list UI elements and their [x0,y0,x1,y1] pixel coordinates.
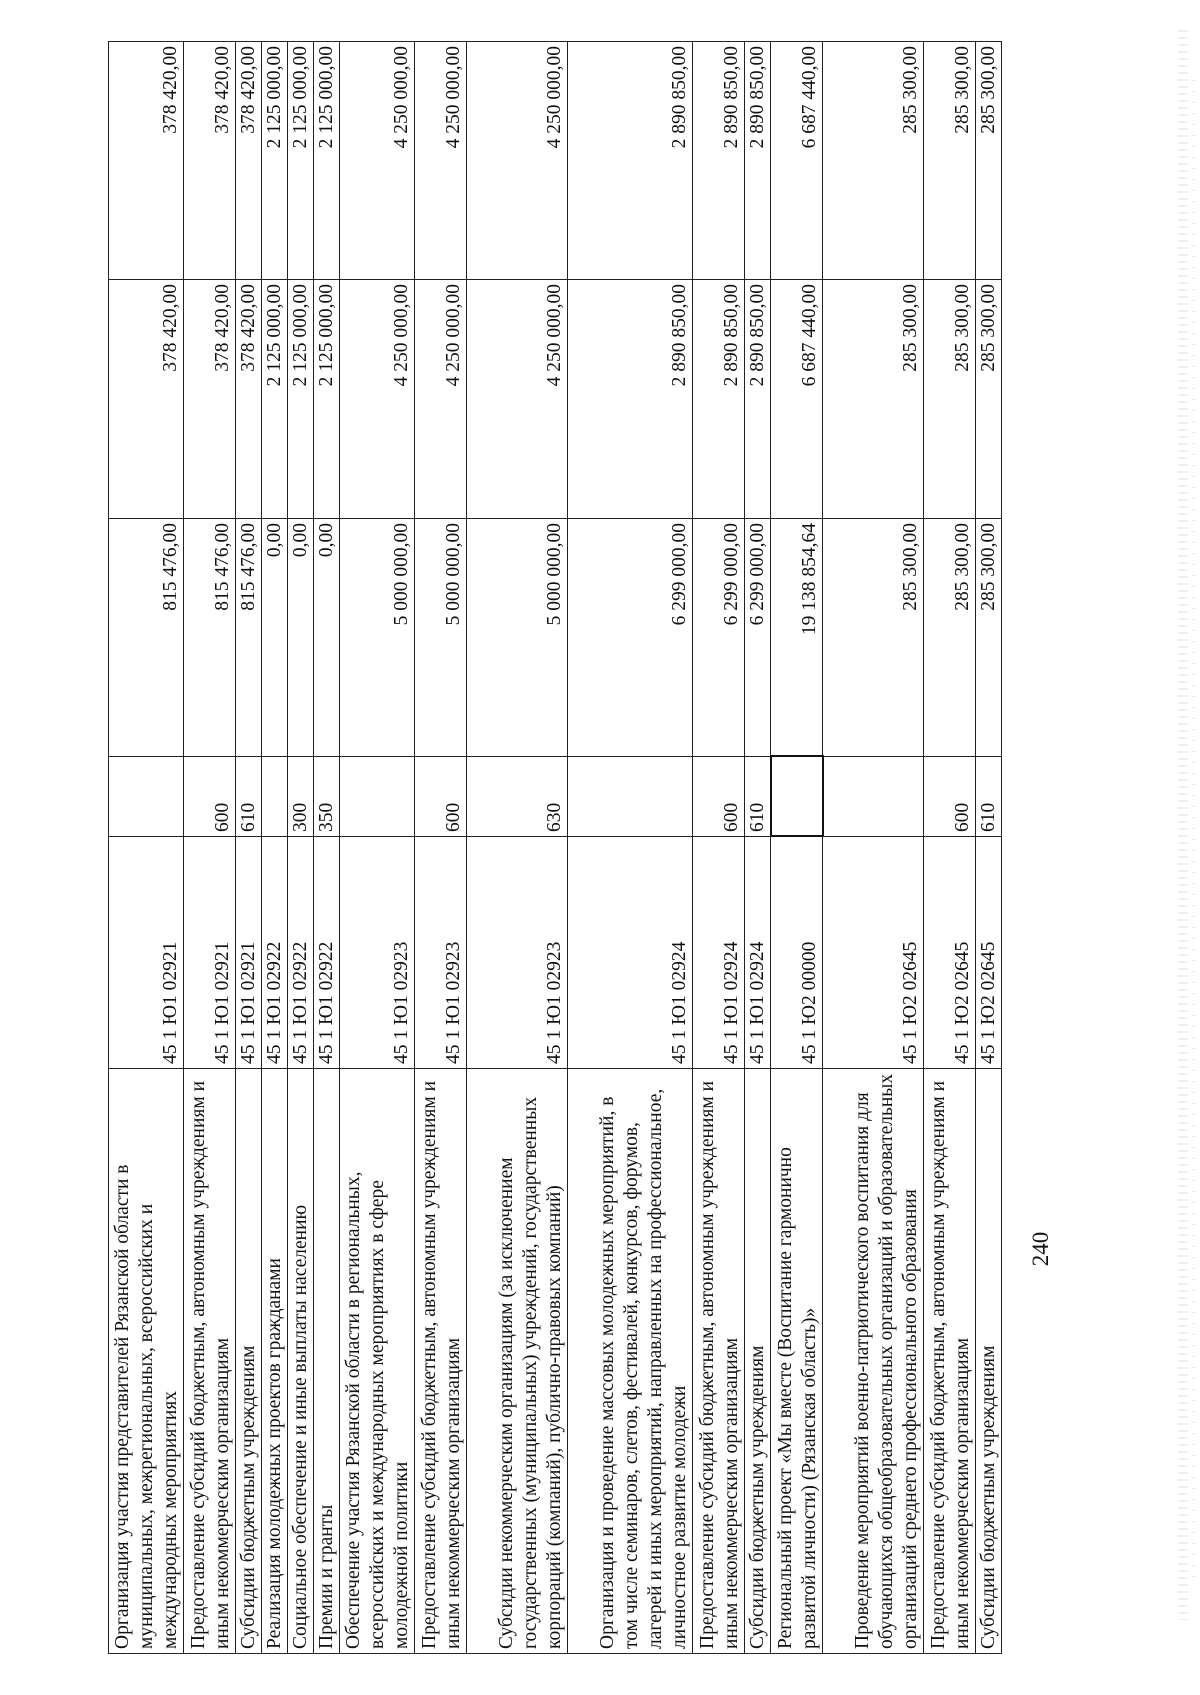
row-value-3-cell: 2 890 850,00 [693,42,745,280]
row-name-cell: Организация участия представителей Рязанской области в муниципальных, межрегиональных, всероссийских и международных мероприятиях [109,1069,184,1654]
row-code-cell: 45 1 Ю1 02923 [415,837,467,1069]
row-vr-cell: 600 [693,757,745,837]
row-value-3-cell: 285 300,00 [924,42,976,280]
row-value-1-cell: 815 476,00 [236,519,262,757]
table-row [184,42,236,1654]
row-value-3-cell: 285 300,00 [823,42,924,280]
table-row [976,42,1002,1654]
page-number: 240 [1028,1231,1053,1267]
table-row [467,42,568,1654]
table-row [415,42,467,1654]
row-name-cell: Премии и гранты [314,1069,340,1654]
row-value-2-cell: 2 125 000,00 [262,280,288,519]
row-name-cell: Реализация молодежных проектов гражданами [262,1069,288,1654]
row-value-1-cell: 5 000 000,00 [415,519,467,757]
table-row [262,42,288,1654]
row-value-2-cell: 285 300,00 [924,280,976,519]
row-value-3-cell: 378 420,00 [184,42,236,280]
row-vr-cell: 610 [976,757,1002,837]
row-vr-cell [771,757,823,837]
row-value-1-cell: 285 300,00 [924,519,976,757]
row-value-2-cell: 2 125 000,00 [314,280,340,519]
row-value-2-cell: 285 300,00 [976,280,1002,519]
row-value-1-cell: 0,00 [262,519,288,757]
row-value-2-cell: 4 250 000,00 [340,280,415,519]
row-value-1-cell: 0,00 [314,519,340,757]
row-vr-cell [262,757,288,837]
row-code-cell: 45 1 Ю1 02923 [467,837,568,1069]
scanner-noise-strip [1178,30,1188,1620]
table-row [771,42,823,1654]
table-row [314,42,340,1654]
row-value-2-cell: 4 250 000,00 [467,280,568,519]
table-row [745,42,771,1654]
budget-table [108,41,1002,1654]
row-value-1-cell: 6 299 000,00 [693,519,745,757]
row-code-cell: 45 1 Ю2 02645 [924,837,976,1069]
row-vr-cell: 600 [184,757,236,837]
row-name-cell: Предоставление субсидий бюджетным, автономным учреждениям и иным некоммерческим организациям [924,1069,976,1654]
row-value-3-cell: 2 125 000,00 [262,42,288,280]
row-value-2-cell: 2 890 850,00 [745,280,771,519]
row-value-2-cell: 4 250 000,00 [415,280,467,519]
row-value-3-cell: 6 687 440,00 [771,42,823,280]
scanner-noise-strip-thin [1192,80,1195,1580]
row-code-cell: 45 1 Ю1 02921 [109,837,184,1069]
row-vr-cell [340,757,415,837]
row-value-3-cell: 2 125 000,00 [314,42,340,280]
row-value-3-cell: 2 125 000,00 [288,42,314,280]
row-value-3-cell: 378 420,00 [109,42,184,280]
row-vr-cell: 600 [415,757,467,837]
row-vr-cell: 300 [288,757,314,837]
row-code-cell: 45 1 Ю1 02922 [314,837,340,1069]
row-value-1-cell: 6 299 000,00 [745,519,771,757]
row-value-1-cell: 815 476,00 [109,519,184,757]
row-name-cell: Социальное обеспечение и иные выплаты населению [288,1069,314,1654]
row-value-2-cell: 2 890 850,00 [693,280,745,519]
table-row [823,42,924,1654]
table-row [340,42,415,1654]
budget-table-body [109,42,1002,1654]
table-row [109,42,184,1654]
table-row [236,42,262,1654]
row-value-3-cell: 2 890 850,00 [568,42,693,280]
row-code-cell: 45 1 Ю1 02924 [568,837,693,1069]
row-value-2-cell: 378 420,00 [236,280,262,519]
row-value-3-cell: 4 250 000,00 [415,42,467,280]
table-row [693,42,745,1654]
row-value-1-cell: 5 000 000,00 [467,519,568,757]
row-value-3-cell: 4 250 000,00 [467,42,568,280]
row-value-3-cell: 2 890 850,00 [745,42,771,280]
row-value-1-cell: 0,00 [288,519,314,757]
row-code-cell: 45 1 Ю1 02923 [340,837,415,1069]
row-code-cell: 45 1 Ю1 02921 [236,837,262,1069]
row-vr-cell: 610 [236,757,262,837]
row-name-cell: Организация и проведение массовых молодежных мероприятий, в том числе семинаров, слетов, фестивалей, конкурсов, форумов, лагерей и иных мероприятий, направленных на профессиональное, личностное развитие молодежи [568,1069,693,1654]
row-value-3-cell: 4 250 000,00 [340,42,415,280]
row-value-1-cell: 285 300,00 [976,519,1002,757]
row-value-1-cell: 815 476,00 [184,519,236,757]
table-row [924,42,976,1654]
row-name-cell: Субсидии некоммерческим организациям (за исключением государственных (муниципальных) учреждений, государственных корпораций (компаний), публично-правовых компаний) [467,1069,568,1654]
row-code-cell: 45 1 Ю1 02924 [693,837,745,1069]
table-row [288,42,314,1654]
row-value-2-cell: 285 300,00 [823,280,924,519]
row-code-cell: 45 1 Ю1 02922 [288,837,314,1069]
row-value-3-cell: 285 300,00 [976,42,1002,280]
row-value-2-cell: 378 420,00 [109,280,184,519]
row-value-1-cell: 285 300,00 [823,519,924,757]
row-name-cell: Субсидии бюджетным учреждениям [745,1069,771,1654]
row-code-cell: 45 1 Ю1 02922 [262,837,288,1069]
row-name-cell: Предоставление субсидий бюджетным, автономным учреждениям и иным некоммерческим организациям [184,1069,236,1654]
row-name-cell: Субсидии бюджетным учреждениям [236,1069,262,1654]
row-value-1-cell: 5 000 000,00 [340,519,415,757]
row-vr-cell: 600 [924,757,976,837]
row-name-cell: Предоставление субсидий бюджетным, автономным учреждениям и иным некоммерческим организациям [693,1069,745,1654]
row-name-cell: Проведение мероприятий военно-патриотического воспитания для обучающихся общеобразовательных организаций и образовательных организаций среднего профессионального образования [823,1069,924,1654]
row-vr-cell: 610 [745,757,771,837]
row-code-cell: 45 1 Ю2 02645 [976,837,1002,1069]
row-name-cell: Региональный проект «Мы вместе (Воспитание гармонично развитой личности) (Рязанская область)» [771,1069,823,1654]
row-value-2-cell: 378 420,00 [184,280,236,519]
row-value-1-cell: 19 138 854,64 [771,519,823,757]
row-vr-cell [109,757,184,837]
row-vr-cell: 630 [467,757,568,837]
row-code-cell: 45 1 Ю2 00000 [771,837,823,1069]
row-value-2-cell: 6 687 440,00 [771,280,823,519]
row-vr-cell: 350 [314,757,340,837]
row-value-3-cell: 378 420,00 [236,42,262,280]
row-code-cell: 45 1 Ю2 02645 [823,837,924,1069]
row-value-1-cell: 6 299 000,00 [568,519,693,757]
row-code-cell: 45 1 Ю1 02921 [184,837,236,1069]
row-name-cell: Обеспечение участия Рязанской области в региональных, всероссийских и международных мероприятиях в сфере молодежной политики [340,1069,415,1654]
row-name-cell: Субсидии бюджетным учреждениям [976,1069,1002,1654]
table-row [568,42,693,1654]
row-vr-cell [568,757,693,837]
rotated-page-content [108,42,1088,1654]
row-value-2-cell: 2 890 850,00 [568,280,693,519]
row-name-cell: Предоставление субсидий бюджетным, автономным учреждениям и иным некоммерческим организациям [415,1069,467,1654]
row-code-cell: 45 1 Ю1 02924 [745,837,771,1069]
row-value-2-cell: 2 125 000,00 [288,280,314,519]
row-vr-cell [823,757,924,837]
